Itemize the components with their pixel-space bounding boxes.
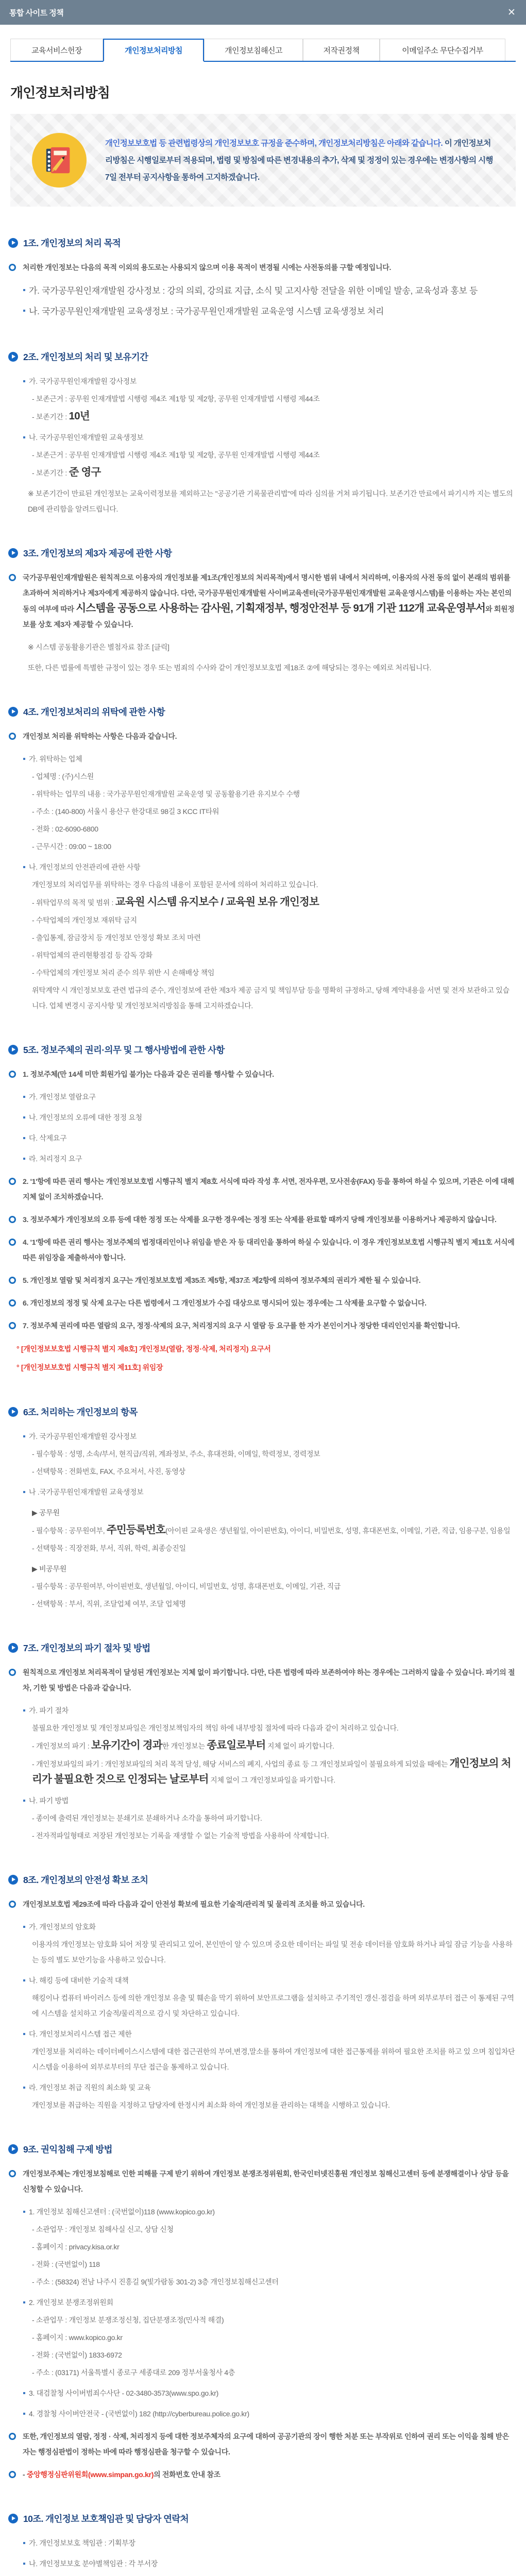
section-title: 6조. 처리하는 개인정보의 항목 — [23, 1407, 138, 1417]
block-dash: - 필수항목 : 공무원여부, 아이핀번호, 생년월일, 아이디, 비밀번호, 성명, 휴대폰번호, 이메일, 기관, 직급 — [32, 1582, 341, 1590]
block-arrow: ▶ 공무원 — [32, 1509, 60, 1517]
block-sq: 가. 국가공무원인재개발원 강사정보 — [8, 1429, 516, 1444]
block-sq: 나 .국가공무원인재개발원 교육생정보 — [8, 1484, 516, 1500]
block-cont: 개인정보를 취급하는 직원을 지정하고 담당자에 한정시켜 최소화 하여 개인정보를 관리하는 대책을 시행하고 있습니다. — [32, 2101, 390, 2109]
block-sqlg: 가. 국가공무원인재개발원 강사정보 : 강의 의뢰, 강의료 지급, 소식 및 고지사항 전달을 위한 이메일 발송, 교육성과 홍보 등 — [8, 282, 516, 300]
block-dash: - 보존근거 : 공무원 인재개발법 시행령 제4조 제1항 및 제2항, 공무원 인재개발법 시행령 제44조 — [32, 451, 320, 459]
block-sq: 나. 국가공무원인재개발원 교육생정보 — [8, 430, 516, 445]
block-sq: 가. 위탁하는 업체 — [8, 751, 516, 767]
block-sq: 가. 파기 절차 — [8, 1703, 516, 1718]
section-arrow-icon — [8, 352, 18, 362]
section-4 — [8, 705, 516, 1013]
block-dash: - 선택항목 : 직장전화, 부서, 직위, 학력, 최종승진일 — [32, 1544, 186, 1552]
block-dash: - 주소 : (58324) 전남 나주시 진흥길 9(빛가람동 301-2) 3층 개인정보침해신고센터 — [32, 2278, 279, 2286]
block-o: 4. '1'항에 따른 권리 행사는 정보주체의 법정대리인이나 위임을 받은 자 등 대리인을 통하여 하실 수 있습니다. 이 경우 개인정보보호법 시행규칙 별지 제11호 서식에 따른 위임장을 제출하셔야 합니다. — [8, 1234, 516, 1265]
block-dash: - 개인정보의 파기 : 보유기간이 경과한 개인정보는 종료일로부터 지체 없이 파기합니다. — [32, 1739, 334, 1751]
block-dash: - 보존근거 : 공무원 인재개발법 시행령 제4조 제1항 및 제2항, 공무원 인재개발법 시행령 제44조 — [32, 395, 320, 403]
block-dash: - 필수항목 : 성명, 소속/부서, 현직급/직위, 계좌정보, 주소, 휴대전화, 이메일, 학력정보, 경력정보 — [32, 1450, 320, 1458]
block-o: 2. '1'항에 따른 권리 행사는 개인정보보호법 시행규칙 별지 제8호 서식에 따라 작성 후 서면, 전자우편, 모사전송(FAX) 등을 통하여 하실 수 있으며, 기관은 이에 대해 지체 없이 조치하겠습니다. — [8, 1174, 516, 1205]
policy-bar — [0, 0, 526, 25]
block-cont: 불필요한 개인정보 및 개인정보파일은 개인정보책임자의 책임 하에 내부방침 절차에 따라 다음과 같이 처리하고 있습니다. — [32, 1724, 399, 1732]
red-link[interactable]: 중앙행정심판위원회(www.simpan.go.kr) — [26, 2470, 154, 2479]
block-sq: 다. 개인정보처리시스템 접근 제한 — [8, 2026, 516, 2042]
block-sq: 나. 파기 방법 — [8, 1793, 516, 1808]
block-dash: - 개인정보파일의 파기 : 개인정보파일의 처리 목적 달성, 해당 서비스의 폐지, 사업의 종료 등 그 개인정보파일이 불필요하게 되었을 때에는 개인정보의 처리가 불필요한 것으로 인정되는 날로부터 지체 없이 그 개인정보파일을 파기합니다. — [32, 1757, 511, 1785]
emphasis-text: 시스템을 공동으로 사용하는 감사원, 기획재정부, 행정안전부 등 91개 기관 112개 교육운영부서 — [76, 602, 486, 614]
section-10 — [8, 2512, 516, 2576]
intro-rest: 이 개인정보처리방침은 시행일로부터 적용되며, 법령 및 방침에 따른 변경내용의 추가, 삭제 및 정정이 있는 경우에는 변경사항의 시행 7일 전부터 공지사항을 통하여 고지하겠습니다. — [105, 139, 493, 182]
block-dash: - 선택항목 : 전화번호, FAX, 주요저서, 사진, 동영상 — [32, 1467, 185, 1476]
block-dash: - 소관업무 : 개인정보 분쟁조정신청, 집단분쟁조정(민사적 해결) — [32, 2316, 224, 2324]
block-dash: - 전자적파일형태로 저장된 개인정보는 기록을 재생할 수 없는 기술적 방법을 사용하여 삭제합니다. — [32, 1832, 329, 1840]
block-sq: 3. 대검찰청 사이버범죄수사단 - 02-3480-3573(www.spo.go.kr) — [8, 2385, 516, 2401]
block-dash: - 주소 : (03171) 서울특별시 종로구 세종대로 209 정부서울청사 4층 — [32, 2368, 235, 2377]
block-dash: - 위탁업무의 목적 및 범위 : 교육원 시스템 유지보수 / 교육원 보유 개인정보 — [32, 896, 319, 908]
block-sq: 나. 개인정보의 오류에 대한 정정 요청 — [8, 1110, 516, 1125]
block-sqlg: 나. 국가공무원인재개발원 교육생정보 : 국가공무원인재개발원 교육운영 시스템 교육생정보 처리 — [8, 303, 516, 320]
block-dash: - 보존기간 : 준 영구 — [32, 466, 101, 478]
section-3 — [8, 547, 516, 675]
section-title: 2조. 개인정보의 처리 및 보유기간 — [23, 352, 148, 362]
block-dash: - 전화 : 02-6090-6800 — [32, 825, 98, 833]
block-dash: - 주소 : (140-800) 서울시 용산구 한강대로 98길 3 KCC IT타워 — [32, 807, 219, 816]
section-arrow-icon — [8, 1875, 18, 1885]
block-o: 또한, 개인정보의 열람, 정정 · 삭제, 처리정지 등에 대한 정보주체자의 요구에 대하여 공공기관의 장이 행한 처분 또는 부작위로 인하여 권리 또는 이익을 침해 받은 자는 행정심판법이 정하는 바에 따라 행정심판을 청구할 수 있습니다. — [8, 2429, 516, 2460]
block-o: - 중앙행정심판위원회(www.simpan.go.kr)의 전화번호 안내 참조 — [8, 2467, 516, 2482]
section-arrow-icon — [8, 2144, 18, 2154]
block-dash: - 수탁업체의 개인정보 재위탁 금지 — [32, 916, 137, 924]
section-title: 10조. 개인정보 보호책임관 및 담당자 연락처 — [23, 2514, 189, 2524]
block-o: 개인정보보호법 제29조에 따라 다음과 같이 안전성 확보에 필요한 기술적/관리적 및 물리적 조치를 하고 있습니다. — [8, 1896, 516, 1912]
form-link[interactable]: ° [개인정보보호법 시행규칙 별지 제11호] 위임장 — [16, 1363, 163, 1371]
emphasis-text: 주민등록번호 — [106, 1524, 165, 1536]
block-cont: 위탁계약 시 개인정보보호 관련 법규의 준수, 개인정보에 관한 제3자 제공 금지 및 책임부담 등을 명확히 규정하고, 당해 계약내용을 서면 및 전자 보관하고 있습니다. 업체 변경시 공지사항 및 개인정보처리방침을 통해 고지하겠습니다. — [32, 986, 510, 1010]
block-cont: 개인정보의 처리업무를 위탁하는 경우 다음의 내용이 포함된 문서에 의하여 처리하고 있습니다. — [32, 880, 318, 889]
block-sq: 4. 경찰청 사이버안전국 - (국번없이) 182 (http://cyberbureau.police.go.kr) — [8, 2406, 516, 2421]
block-dash: - 선택항목 : 부서, 직위, 조달업체 여부, 조달 업체명 — [32, 1600, 186, 1608]
section-arrow-icon — [8, 1643, 18, 1653]
block-sq: 2. 개인정보 분쟁조정위원회 — [8, 2295, 516, 2310]
block-o: 개인정보주체는 개인정보침해로 인한 피해를 구제 받기 위하여 개인정보 분쟁조정위원회, 한국인터넷진흥원 개인정보 침해신고센터 등에 분쟁해결이나 상담 등을 신청할 수 있습니다. — [8, 2166, 516, 2197]
block-o: 7. 정보주체 권리에 따른 열람의 요구, 정정·삭제의 요구, 처리정지의 요구 시 열람 등 요구를 한 자가 본인이거나 정당한 대리인인지를 확인합니다. — [8, 1318, 516, 1333]
block-dash: - 출입통제, 잠금장치 등 개인정보 안정성 확보 조치 마련 — [32, 934, 201, 942]
block-dash: - 위탁업체의 관리현황점검 등 감독 강화 — [32, 951, 152, 959]
close-icon[interactable]: ✕ — [507, 7, 516, 18]
block-cont: 이용자의 개인정보는 암호화 되어 저장 및 관리되고 있어, 본인만이 알 수 있으며 중요한 데이터는 파일 및 전송 데이터를 암호화 하거나 파일 잠금 기능을 사용하는 등의 별도 보안기능을 사용하고 있습니다. — [32, 1940, 513, 1964]
notebook-pencil-icon — [32, 133, 87, 188]
block-o: 처리한 개인정보는 다음의 목적 이외의 용도로는 사용되지 않으며 이용 목적이 변경될 시에는 사전동의를 구할 예정입니다. — [8, 260, 516, 275]
block-sq: 가. 개인정보의 암호화 — [8, 1919, 516, 1935]
tab-3[interactable]: 저작권정책 — [303, 39, 380, 61]
section-title: 9조. 권익침해 구제 방법 — [23, 2144, 112, 2155]
block-sq: 가. 개인정보 열람요구 — [8, 1089, 516, 1105]
block-dash: - 전화 : (국번없이) 118 — [32, 2260, 100, 2268]
section-arrow-icon — [8, 548, 18, 558]
block-dash: - 전화 : (국번없이) 1833-6972 — [32, 2351, 122, 2359]
emphasis-text: 10년 — [69, 410, 90, 422]
section-title: 1조. 개인정보의 처리 목적 — [23, 238, 121, 248]
block-sq: 나. 해킹 등에 대비한 기술적 대책 — [8, 1973, 516, 1988]
block-sq: 나. 개인정보의 안전관리에 관한 사항 — [8, 859, 516, 875]
section-title: 5조. 정보주체의 권리·의무 및 그 행사방법에 관한 사항 — [23, 1045, 225, 1055]
block-dash: - 수탁업체의 개인정보 처리 준수 의무 위반 시 손해배상 책임 — [32, 969, 215, 977]
tab-bar-wrap — [10, 39, 516, 62]
section-6 — [8, 1405, 516, 1612]
sections — [0, 236, 526, 2576]
block-o: 6. 개인정보의 정정 및 삭제 요구는 다른 법령에서 그 개인정보가 수집 대상으로 명시되어 있는 경우에는 그 삭제를 요구할 수 없습니다. — [8, 1295, 516, 1311]
section-arrow-icon — [8, 707, 18, 717]
tab-2[interactable]: 개인정보침해신고 — [204, 39, 303, 61]
block-sq: 가. 국가공무원인재개발원 강사정보 — [8, 374, 516, 389]
block-cont: 해킹이나 컴퓨터 바이러스 등에 의한 개인정보 유출 및 훼손을 막기 위하여 보안프로그램을 설치하고 주기적인 갱신·점검을 하며 외부로부터 접근 이 통제된 구역에 시스템을 설치하고 기술적/물리적으로 감시 및 차단하고 있습니다. — [32, 1994, 514, 2018]
section-1 — [8, 236, 516, 320]
block-dash: - 근무시간 : 09:00 ~ 18:00 — [32, 842, 111, 851]
block-note[interactable]: ※ 시스템 공동활용기관은 별첨자료 참조 [클릭] — [28, 643, 169, 651]
block-dash: - 보존기간 : 10년 — [32, 410, 90, 422]
section-7 — [8, 1641, 516, 1843]
section-arrow-icon — [8, 1407, 18, 1417]
block-o: 원칙적으로 개인정보 처리목적이 달성된 개인정보는 지체 없이 파기합니다. 다만, 다른 법령에 따라 보존하여야 하는 경우에는 그러하지 않을 수 있습니다. 파기의 절차, 기한 및 방법은 다음과 같습니다. — [8, 1665, 516, 1696]
page-title: 개인정보처리방침 — [10, 85, 110, 100]
block-note: 또한, 다른 법률에 특별한 규정이 있는 경우 또는 범죄의 수사와 같이 개인정보보호법 제18조 ②에 해당되는 경우는 예외로 처리됩니다. — [28, 664, 432, 672]
section-arrow-icon — [8, 2514, 18, 2523]
section-2 — [8, 350, 516, 517]
intro-text — [105, 135, 498, 186]
block-dash: - 종이에 출력된 개인정보는 분쇄기로 분쇄하거나 소각을 통하여 파기합니다. — [32, 1814, 262, 1822]
intro-box — [10, 114, 516, 207]
form-link[interactable]: ° [개인정보보호법 시행규칙 별지 제8호] 개인정보(열람, 정정·삭제, 처리정지) 요구서 — [16, 1345, 271, 1353]
block-o: 개인정보 처리를 위탁하는 사항은 다음과 같습니다. — [8, 728, 516, 744]
emphasis-text: 교육원 시스템 유지보수 / 교육원 보유 개인정보 — [115, 896, 319, 908]
block-dash: - 위탁하는 업무의 내용 : 국가공무원인재개발원 교육운영 및 공동활용기관 유지보수 수행 — [32, 790, 300, 798]
block-cont: 개인정보를 처리하는 데이터베이스시스템에 대한 접근권한의 부여,변경,말소를 통하여 개인정보에 대한 접근통제를 위하여 필요한 조치를 하고 있 으며 침입차단시스템을 이용하여 외부로부터의 무단 접근을 통제하고 있습니다. — [32, 2047, 515, 2071]
block-o: 3. 정보주체가 개인정보의 오류 등에 대한 정정 또는 삭제를 요구한 경우에는 정정 또는 삭제를 완료할 때까지 당해 개인정보를 이용하거나 제공하지 않습니다. — [8, 1212, 516, 1227]
section-arrow-icon — [8, 238, 18, 248]
block-o: 국가공무원인재개발원은 원칙적으로 이용자의 개인정보를 제1조(개인정보의 처리목적)에서 명시한 범위 내에서 처리하며, 이용자의 사전 동의 없이 본래의 범위를 초과하여 처리하거나 제3자에게 제공하지 않습니다. 다만, 국가공무원인재개발원 사이버교육센터(국가공무원인재개발원 교육운영시스템)를 이용하는 자는 본인의 동의 여부에 따라 시스템을 공동으로 사용하는 감사원, 기획재정부, 행정안전부 등 91개 기관 112개 교육운영부서와 회원정보를 상호 제3자 제공할 수 있습니다. — [8, 570, 516, 632]
emphasis-text: 보유기간이 경과 — [91, 1739, 162, 1751]
section-8 — [8, 1873, 516, 2113]
tab-bar — [10, 39, 516, 62]
block-dash: - 홈페이지 : privacy.kisa.or.kr — [32, 2243, 120, 2251]
block-arrow: ▶ 비공무원 — [32, 1565, 66, 1573]
section-arrow-icon — [8, 1045, 18, 1055]
block-note: ※ 보존기간이 만료된 개인정보는 교육이력정보를 제외하고는 "공공기관 기록물관리법"에 따라 심의를 거쳐 파기됩니다. 보존기간 만료에서 파기시까 지는 별도의 DB에 관리함을 알려드립니다. — [28, 489, 513, 513]
tab-1[interactable]: 개인정보처리방침 — [103, 39, 204, 62]
section-title: 3조. 개인정보의 제3자 제공에 관한 사항 — [23, 548, 172, 558]
block-sq: 가. 개인정보보호 책임관 : 기획부장 — [8, 2535, 516, 2551]
block-sq: 다. 삭제요구 — [8, 1130, 516, 1146]
section-9 — [8, 2143, 516, 2482]
block-dash: - 업체명 : (주)시스원 — [32, 772, 94, 781]
emphasis-text: 개인정보의 처리가 불필요한 것으로 인정되는 날로부터 — [32, 1757, 511, 1785]
intro-highlight: 개인정보보호법 등 관련법령상의 개인정보보호 규정을 준수하며, 개인정보처리방침은 아래와 같습니다. — [105, 139, 443, 148]
block-dash: - 소관업무 : 개인정보 침해사실 신고, 상담 신청 — [32, 2225, 174, 2233]
emphasis-text: 종료일로부터 — [207, 1739, 266, 1751]
block-o: 1. 정보주체(만 14세 미만 회원가입 불가)는 다음과 같은 권리를 행사할 수 있습니다. — [8, 1066, 516, 1082]
tab-0[interactable]: 교육서비스헌장 — [10, 39, 103, 61]
section-title: 4조. 개인정보처리의 위탁에 관한 사항 — [23, 707, 165, 717]
block-sq: 나. 개인정보보호 분야별책임관 : 각 부서장 — [8, 2556, 516, 2571]
policy-bar-title: 통합 사이트 정책 — [9, 8, 64, 18]
block-o: 5. 개인정보 열람 및 처리정지 요구는 개인정보보호법 제35조 제5항, 제37조 제2항에 의하여 정보주체의 권리가 제한 될 수 있습니다. — [8, 1273, 516, 1288]
section-5 — [8, 1043, 516, 1376]
tab-4[interactable]: 이메일주소 무단수집거부 — [380, 39, 505, 61]
block-dash: - 필수항목 : 공무원여부, 주민등록번호(아이핀 교육생은 생년월일, 아이핀번호), 아이디, 비밀번호, 성명, 휴대폰번호, 이메일, 기관, 직급, 임용구분, 임용일 — [32, 1524, 511, 1536]
block-sq: 라. 처리정지 요구 — [8, 1151, 516, 1166]
block-sq: 1. 개인정보 침해신고센터 : (국번없이)118 (www.kopico.go.kr) — [8, 2204, 516, 2219]
block-sq: 라. 개인정보 취급 직원의 최소화 및 교육 — [8, 2080, 516, 2095]
emphasis-text: 준 영구 — [69, 466, 101, 478]
block-dash: - 홈페이지 : www.kopico.go.kr — [32, 2333, 123, 2342]
section-title: 8조. 개인정보의 안전성 확보 조치 — [23, 1875, 148, 1885]
section-title: 7조. 개인정보의 파기 절차 및 방법 — [23, 1643, 150, 1653]
